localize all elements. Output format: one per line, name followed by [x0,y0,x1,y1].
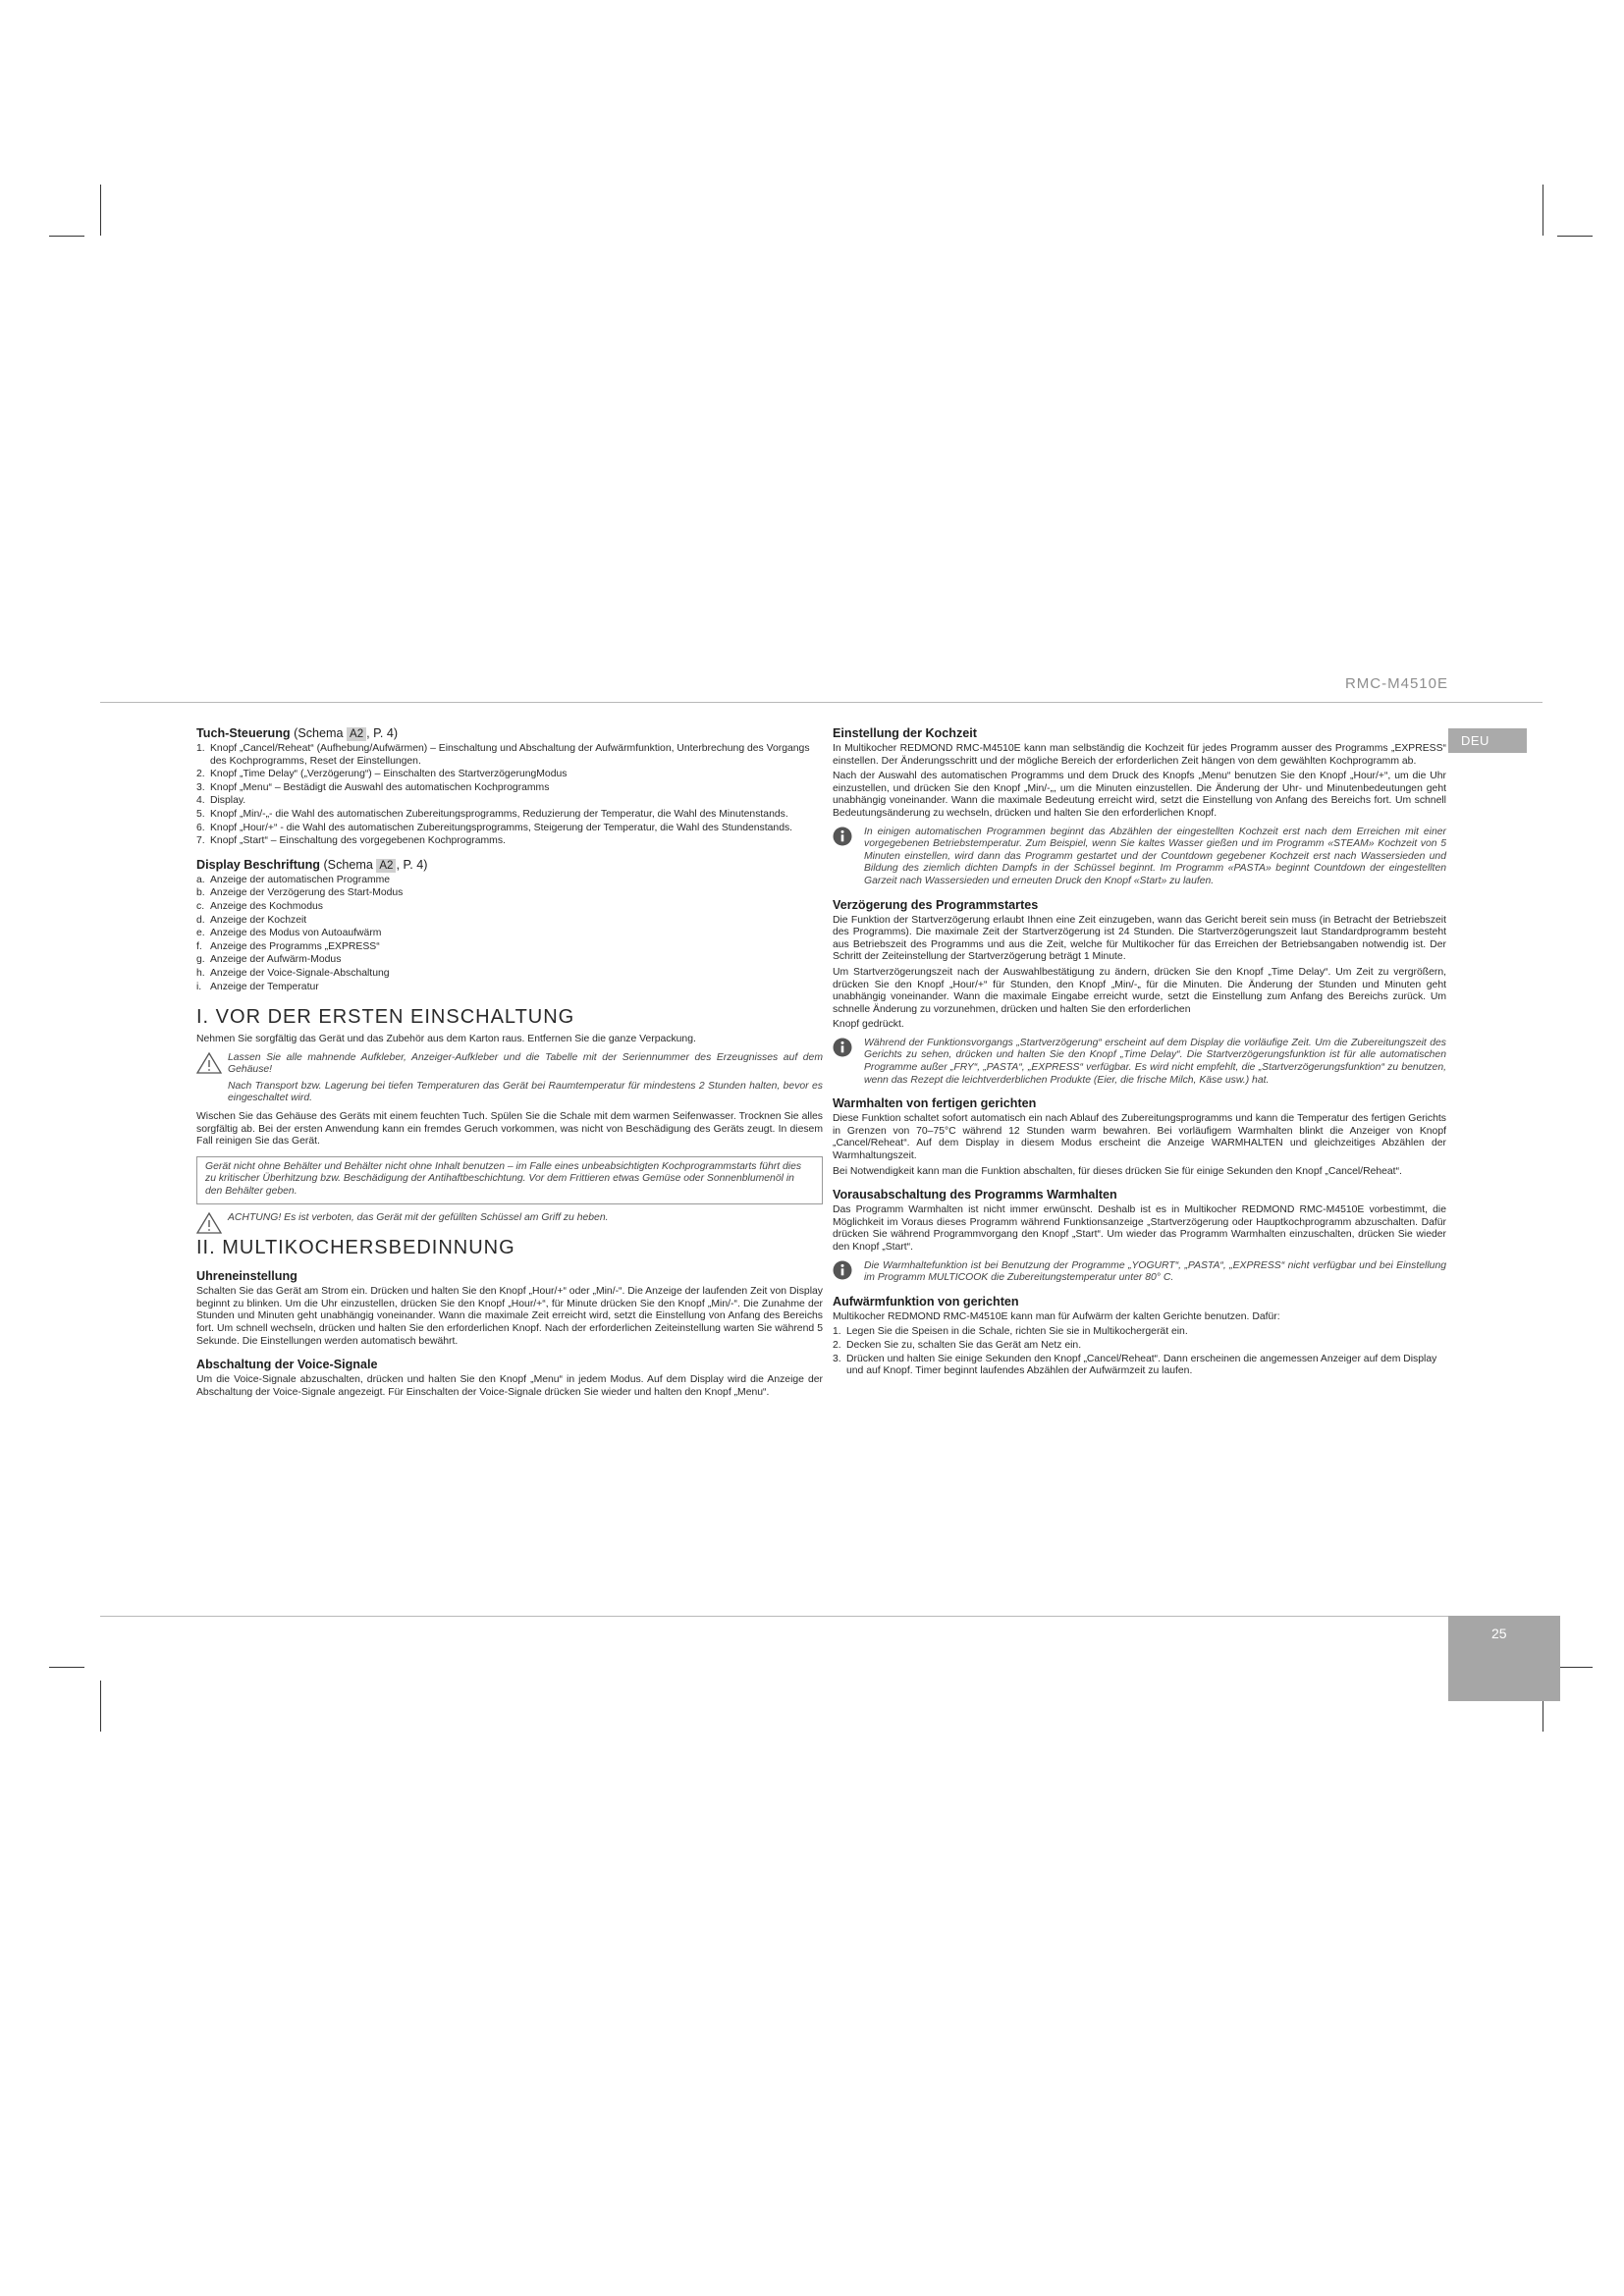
list-number: f. [196,940,202,952]
info-icon [833,1260,852,1285]
section-2-title: II. MULTIKOCHERSBEDINNUNG [196,1237,515,1259]
list-number: b. [196,887,205,899]
list-number: h. [196,967,205,979]
paragraph: Um Startverzögerungszeit nach der Auswahlbestätigung zu ändern, drücken Sie den Knopf „Time Delay“. Um Zeit zu vergrößern, drücken Sie den Knopf „Hour/+“ für Stunden, den Knopf „Min/-„ für die Minuten. Die Änderung der Stunden und Minuten geht unabhängig voneinander. Wann die maximale Eingabe erreicht wurde, setzt die Einstellung zum Anfang des Bereichs zurück. Um schnelle Änderung zu vorzunehmen, drücken und halten Sie den erforderlichen [833,966,1446,1015]
left-column [196,725,823,1402]
list-number: 1. [833,1326,841,1338]
list-text: Anzeige der Voice-Signale-Abschaltung [210,967,390,979]
crop-mark [1557,1667,1593,1668]
list-item [833,1326,1446,1339]
warning-triangle-icon [196,1052,222,1079]
keep-warm-heading: Warmhalten von fertigen gerichten [833,1096,1037,1111]
list-text: Anzeige der Temperatur [210,981,319,992]
list-number: a. [196,874,205,885]
schema-page: , P. 4) [366,726,399,740]
list-item [196,769,823,781]
heading-text: Display Beschriftung [196,857,320,872]
list-text: Anzeige des Programms „EXPRESS“ [210,940,380,952]
paragraph: Um die Voice-Signale abzuschalten, drücken und halten Sie den Knopf „Menu“ in jedem Modus. Auf dem Display wird die Anzeige der Abschaltung der Voice-Signale angezeigt. Für Einschalten der Voice-Signale drücken Sie wieder und halten den Knopf „Menu“. [196,1374,823,1398]
list-number: e. [196,928,205,939]
paragraph: Nach der Auswahl des automatischen Programms und dem Druck des Knopfs „Menu“ benutzen Sie den Knopf „Hour/+“, um die Uhr einzustellen, und drücken Sie den Knopf „Min/-„, um die Minuten einzustellen. Die Änderung der Uhr- und Minutenbedeutungen geht unabhängig voneinander. Wann die maximale Bedeutung erreicht wird, setzt die Einstellung von Anfang des Bereichs fort. Um schnell Bedeutungsänderung zu wechseln, drücken und halten Sie den erforderlichen Knopf. [833,771,1446,819]
note-text: Nach Transport bzw. Lagerung bei tiefen Temperaturen das Gerät bei Raumtemperatur für mindestens 2 Stunden halten, bevor es eingeschaltet wird. [228,1080,823,1104]
list-text: Anzeige der Kochzeit [210,914,307,926]
display-labels-list [196,875,823,993]
voice-heading: Abschaltung der Voice-Signale [196,1358,378,1372]
note-text: ACHTUNG! Es ist verboten, das Gerät mit der gefüllten Schüssel am Griff zu heben. [228,1211,609,1223]
list-item [196,887,823,900]
note-text: Die Warmhaltefunktion ist bei Benutzung der Programme „YOGURT“, „PASTA“, „EXPRESS“ nicht verfügbar und bei Einstellung im Programm MULTICOOK die Zubereitungstemperatur unter 80° C. [864,1259,1446,1284]
list-item [196,928,823,940]
list-item [196,915,823,928]
list-item [833,1354,1446,1378]
list-number: i. [196,981,202,992]
list-text: Knopf „Cancel/Reheat“ (Aufhebung/Aufwärmen) – Einschaltung und Abschaltung der Aufwärmfunktion, Unterbrechung des Vorgangs des Kochprogramms, Reset der Einstellungen. [210,743,810,767]
note-text: Während der Funktionsvorgangs „Startverzögerung“ erscheint auf dem Display die vorläufige Zeit. Um die Zubereitungszeit des Gerichts zu sehen, drücken und halten Sie den Knopf „Time Delay“. Die Startverzögerungsfunktion ist für alle automatischen Programme außer „FRY“, „PASTA“, „EXPRESS“ verfügbar. Es wird nicht empfehlt, die „Startverzögerungsfunktion“ zu benutzen, wenn das Rezept die leichtverderblichen Produkte (Eier, die frische Milch, Käse usw.) hat. [864,1037,1446,1086]
info-icon [833,1038,852,1062]
paragraph: Wischen Sie das Gehäuse des Geräts mit einem feuchten Tuch. Spülen Sie die Schale mit dem warmen Seifenwasser. Trocknen Sie alles sorgfältig ab. Bei der ersten Anwendung kann ein fremdes Geruch vorkommen, was nicht von Beschädigung des Geräts zeugt. In diesem Fall reinigen Sie das Gerät. [196,1111,823,1148]
list-text: Knopf „Time Delay“ („Verzögerung“) – Einschalten des StartverzögerungModus [210,769,568,780]
list-number: 3. [833,1353,841,1364]
list-item [196,782,823,795]
crop-mark [49,1667,84,1668]
right-column [833,725,1446,1379]
pre-off-heading: Vorausabschaltung des Programms Warmhalten [833,1188,1117,1202]
paragraph: Multikocher REDMOND RMC-M4510E kann man für Aufwärm der kalten Gerichte benutzen. Dafür: [833,1310,1280,1322]
list-number: 2. [833,1339,841,1351]
schema-page: , P. 4) [396,857,428,872]
list-number: 1. [196,743,205,754]
list-text: Knopf „Min/-„- die Wahl des automatischen Zubereitungsprogramms, Reduzierung der Temperatur, die Wahl des Minutenstands. [210,808,788,820]
crop-mark [49,236,84,237]
crop-mark [100,185,101,236]
paragraph: Das Programm Warmhalten ist nicht immer erwünscht. Deshalb ist es in Multikocher REDMOND RMC-M4510E vorbestimmt, die Möglichkeit im Voraus dieses Programm während Funktionsanzeige „Startverzögerung oder Hauptkochprogramm abzuschalten. Dafür drücken Sie während Programmvorgang den Knopf „Start“. Um wieder das Programm Warmhalten einzuschalten, drücken Sie wieder den Knopf „Start“. [833,1204,1446,1253]
warning-note [196,1052,823,1105]
list-text: Anzeige der automatischen Programme [210,874,391,885]
model-name: RMC-M4510E [1344,675,1448,692]
note-text: In einigen automatischen Programmen beginnt das Abzählen der eingestellten Kochzeit erst nach dem Erreichen mit einer vorgegebenen Betriebstemperatur. Zum Beispiel, wenn Sie kaltes Wasser gießen und im Programm «STEAM» Kochzeit von 5 Minuten einstellen, wird dann das Programm gestartet und der Countdown gegebener Kochzeit erst nach Wassersieden und Bildung des ziemlich dichten Dampfs in der Schüssel beginnt. Im Programm «PASTA» beginnt Countdown der eingestellten Garzeit nach Wassersieden und erneuten Druck den Knopf «Start» zu laufen. [864,826,1446,886]
list-text: Decken Sie zu, schalten Sie das Gerät am Netz ein. [846,1339,1082,1351]
info-note [833,1038,1446,1087]
list-number: 3. [196,781,205,793]
paragraph: Diese Funktion schaltet sofort automatisch ein nach Ablauf des Zubereitungsprogramms und kann die Temperatur des fertigen Gerichts in Grenzen von 70–75°C während 12 Stunden warm bewahren. Bei vorläufigem Warmhalten blinkt die Anzeiger von Knopf „Cancel/Reheat“. Auf dem Display in diesem Modus erscheint die Anzeige WARMHALTEN und gleichzeitiges Abzählen der Warmhaltungszeit. [833,1113,1446,1162]
reheat-heading: Aufwärmfunktion von gerichten [833,1294,1019,1308]
list-text: Knopf „Hour/+“ - die Wahl des automatischen Zubereitungsprogramms, Steigerung der Temperatur, die Wahl des Stundenstands. [210,822,793,833]
schema-ref: (Schema [294,726,344,740]
list-text: Knopf „Start“ – Einschaltung des vorgegebenen Kochprogramms. [210,835,506,847]
list-number: 7. [196,835,205,847]
warning-box: Gerät nicht ohne Behälter und Behälter nicht ohne Inhalt benutzen – im Falle eines unbeabsichtigten Kochprogrammstarts führt dies zu kritischer Überhitzung bzw. Beschädigung der Antihaftbeschichtung. Vor dem Frittieren etwas Gemüse oder Sonnenblumenöl in den Behälter geben. [196,1156,823,1204]
info-note [833,1260,1446,1285]
paragraph: Bei Notwendigkeit kann man die Funktion abschalten, für dieses drücken Sie für einige Sekunden den Knopf „Cancel/Reheat“. [833,1165,1402,1177]
list-item [196,835,823,848]
info-icon [833,827,852,851]
display-heading [196,857,823,873]
list-item [196,954,823,967]
list-text: Anzeige des Kochmodus [210,900,323,912]
clock-heading: Uhreneinstellung [196,1269,298,1284]
list-item [833,1340,1446,1353]
list-text: Display. [210,795,246,807]
schema-tag: A2 [376,859,396,873]
list-number: d. [196,914,205,926]
list-text: Anzeige des Modus von Autoaufwärm [210,928,382,939]
paragraph: Die Funktion der Startverzögerung erlaubt Ihnen eine Zeit einzugeben, wann das Gericht bereit sein muss (in Betracht der Betriebszeit des Programms). Die maximale Zeit der Startverzögerung ist 24 Stunden. Die Startverzögerungszeit laut Standardprogramm besteht aus Betriebszeit des Programms und aus die Zeit, welche für Multikocher für das Erreichen der Betriebsangaben notwendig ist. Der Schritt der Zeiteinstellung der Startverzögerung beträgt 1 Minute. [833,914,1446,963]
paragraph: In Multikocher REDMOND RMC-M4510E kann man selbständig die Kochzeit für jedes Programm ausser des Programms „EXPRESS“ einstellen. Der Änderungsschritt und der mögliche Bereich der erforderlichen Zeit hängen von dem gewählten Kochprogramm ab. [833,743,1446,767]
warning-note [196,1212,823,1225]
list-number: 5. [196,808,205,820]
cook-time-heading: Einstellung der Kochzeit [833,726,977,740]
list-item [196,795,823,808]
reheat-steps-list [833,1326,1446,1377]
paragraph: Schalten Sie das Gerät am Strom ein. Drücken und halten Sie den Knopf „Hour/+“ oder „Min/-“. Die Anzeige der laufenden Zeit von Display beginnt zu blinken. Um die Uhr einzustellen, drücken Sie den Knopf „Hour/+“, für Minute drücken Sie den Knopf „Min/-“. Die Zunahme der Stunden und Minuten geht unabhängig voneinander. Wann die maximale Zeit erreicht wird, setzt die Einstellung von Anfang des Bereichs fort. Um schnell wechseln, drücken und halten Sie den erforderlichen Knopf. Nach der erforderlichen Zeiteinstellung warten Sie während 5 Sekunde. Die Einstellungen werden automatisch bewährt. [196,1286,823,1347]
touch-control-list [196,743,823,848]
list-item [196,901,823,914]
paragraph: Nehmen Sie sorgfältig das Gerät und das Zubehör aus dem Karton raus. Entfernen Sie die ganze Verpackung. [196,1034,696,1045]
footer-rule [100,1616,1448,1617]
warning-triangle-icon [196,1212,222,1239]
list-text: Knopf „Menu“ – Bestädigt die Auswahl des automatischen Kochprogramms [210,781,550,793]
schema-tag: A2 [347,727,366,741]
crop-mark [100,1681,101,1732]
list-number: c. [196,900,205,912]
list-item [196,743,823,768]
list-item [196,968,823,981]
list-text: Anzeige der Verzögerung des Start-Modus [210,887,404,899]
header-rule [100,702,1543,703]
note-text: Lassen Sie alle mahnende Aufkleber, Anzeiger-Aufkleber und die Tabelle mit der Seriennummer des Erzeugnisses auf dem Gehäuse! [228,1051,823,1076]
list-number: 2. [196,769,205,780]
list-text: Drücken und halten Sie einige Sekunden den Knopf „Cancel/Reheat“. Dann erscheinen die angemessen Anzeiger auf dem Display und auf Knopf. Timer beginnt laufendes Abzählen der Aufwärmzeit zu laufen. [846,1353,1437,1377]
list-item [196,982,823,994]
page-number: 25 [1448,1616,1560,1701]
list-item [196,875,823,887]
list-text: Legen Sie die Speisen in die Schale, richten Sie sie in Multikochergerät ein. [846,1326,1188,1338]
paragraph: Knopf gedrückt. [833,1019,904,1031]
schema-ref: (Schema [323,857,373,872]
crop-mark [1557,236,1593,237]
section-1-title: I. VOR DER ERSTEN EINSCHALTUNG [196,1006,575,1029]
list-number: g. [196,954,205,966]
heading-text: Tuch-Steuerung [196,726,291,740]
info-note [833,827,1446,888]
list-item [196,941,823,954]
language-tab: DEU [1448,728,1527,753]
list-item [196,809,823,822]
list-text: Anzeige der Aufwärm-Modus [210,954,342,966]
list-number: 6. [196,822,205,833]
list-item [196,823,823,835]
list-number: 4. [196,795,205,807]
touch-control-heading [196,725,823,741]
delay-heading: Verzögerung des Programmstartes [833,897,1039,912]
